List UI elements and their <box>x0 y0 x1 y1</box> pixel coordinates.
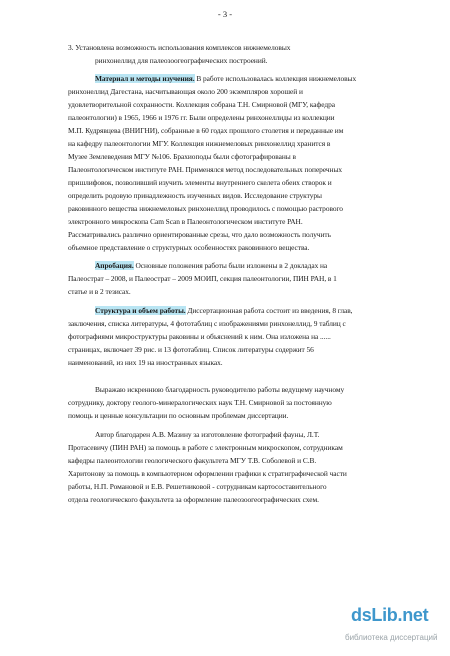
text-line: ринхонеллид для палеозоогеографических построений. <box>95 56 268 65</box>
text-line: наименований, из них 19 на иностранных языках. <box>68 358 223 367</box>
text-line: работы, Н.П. Романовой и Е.В. Решетниковой - сотрудникам картосоставительного <box>68 482 327 491</box>
section-heading: Материал и методы изучения. <box>95 74 195 83</box>
text-line: статье и в 2 тезисах. <box>68 287 131 296</box>
text-line: заключения, списка литературы, 4 фототаблиц с изображениями ринхонеллид, 9 таблиц с <box>68 319 346 328</box>
text-line: Музее Землеведения МГУ №106. Брахиоподы были сфотографированы в <box>68 152 296 161</box>
watermark <box>345 605 445 649</box>
text-line: М.П. Кудрявцева (ВНИГНИ), собранные в 60 годах прошлого столетия и переданные им <box>68 126 344 135</box>
text-line <box>95 74 356 83</box>
text-line: ринхонеллид Дагестана, насчитывающая около 200 экземпляров хорошей и <box>68 87 303 96</box>
text-line: палеонтологии) в 1965, 1966 и 1976 гг. Были определены ринхонеллиды из коллекции <box>68 113 335 122</box>
text-line: Рассматривались различно ориентированные срезы, что дало возможность получить <box>68 230 331 239</box>
text-line: на кафедру палеонтологии МГУ. Коллекция нижнемеловых ринхонеллид хранится в <box>68 139 331 148</box>
text-line: 3. Установлена возможность использования комплексов нижнемеловых <box>68 43 291 52</box>
text-line <box>95 306 352 315</box>
page-number: - 3 - <box>217 9 233 19</box>
text-line: Протасевичу (ПИН РАН) за помощь в работе с электронным микроскопом, сотрудникам <box>68 443 343 452</box>
text-line: Палеонтологическом институте РАН. Применялся метод последовательных поперечных <box>68 165 343 174</box>
text-line: сотруднику, доктору геолого-минералогических наук Т.Н. Смирновой за постоянную <box>68 398 332 407</box>
text-line: пришлифовок, позволивший изучить элементы внутреннего скелета обеих створок и <box>68 178 332 187</box>
text-line: помощь и ценные консультации по основным проблемам диссертации. <box>68 411 289 420</box>
text-line: удовлетворительной сохранности. Коллекция собрана Т.Н. Смирновой (МГУ, кафедра <box>68 100 335 109</box>
text-line: Палеострат – 2008, и Палеострат – 2009 МОИП, секция палеонтологии, ПИН РАН, в 1 <box>68 274 337 283</box>
text-line: страницах, включает 39 рис. и 13 фототаблиц. Список литературы содержит 56 <box>68 345 314 354</box>
text-line: электронного микроскопа Cam Scan в Палеонтологическом институте РАН. <box>68 217 303 226</box>
text-line: фотографиями микроструктуры раковины и объяснений к ним. Она изложена на ...... <box>68 332 331 341</box>
text-line: кафедры палеонтологии геологического факультета МГУ Т.В. Соболевой и С.В. <box>68 456 317 465</box>
text-line: Харитонову за помощь в компьютерном оформлении графики к стратиграфической части <box>68 469 347 478</box>
text-line: Выражаю искреннюю благодарность руководителю работы ведущему научному <box>95 385 345 394</box>
text-line: раковинного вещества нижнемеловых ринхонеллид проводилось с помощью растрового <box>68 204 343 213</box>
line-text: В работе использовалась коллекция нижнемеловых <box>194 74 357 83</box>
watermark-logo: dsLib.net <box>351 605 429 625</box>
line-text: Основные положения работы были изложены в 2 докладах на <box>133 261 328 270</box>
section-heading: Структура и объем работы. <box>95 306 186 315</box>
text-line: объемное представление о структурных особенностях раковинного вещества. <box>68 243 310 252</box>
text-line: определить родовую принадлежность изученных видов. Исследование структуры <box>68 191 322 200</box>
text-line <box>95 261 327 270</box>
line-text: Диссертационная работа состоит из введения, 8 глав, <box>185 306 353 315</box>
text-line: отдела геологического факультета за оформление палеозоогеографических схем. <box>68 495 319 504</box>
watermark-subtitle: библиотека диссертаций <box>345 633 438 642</box>
text-line: Автор благодарен А.В. Мазину за изготовление фотографий фауны, Л.Т. <box>95 430 320 439</box>
section-heading: Апробация. <box>95 261 134 270</box>
